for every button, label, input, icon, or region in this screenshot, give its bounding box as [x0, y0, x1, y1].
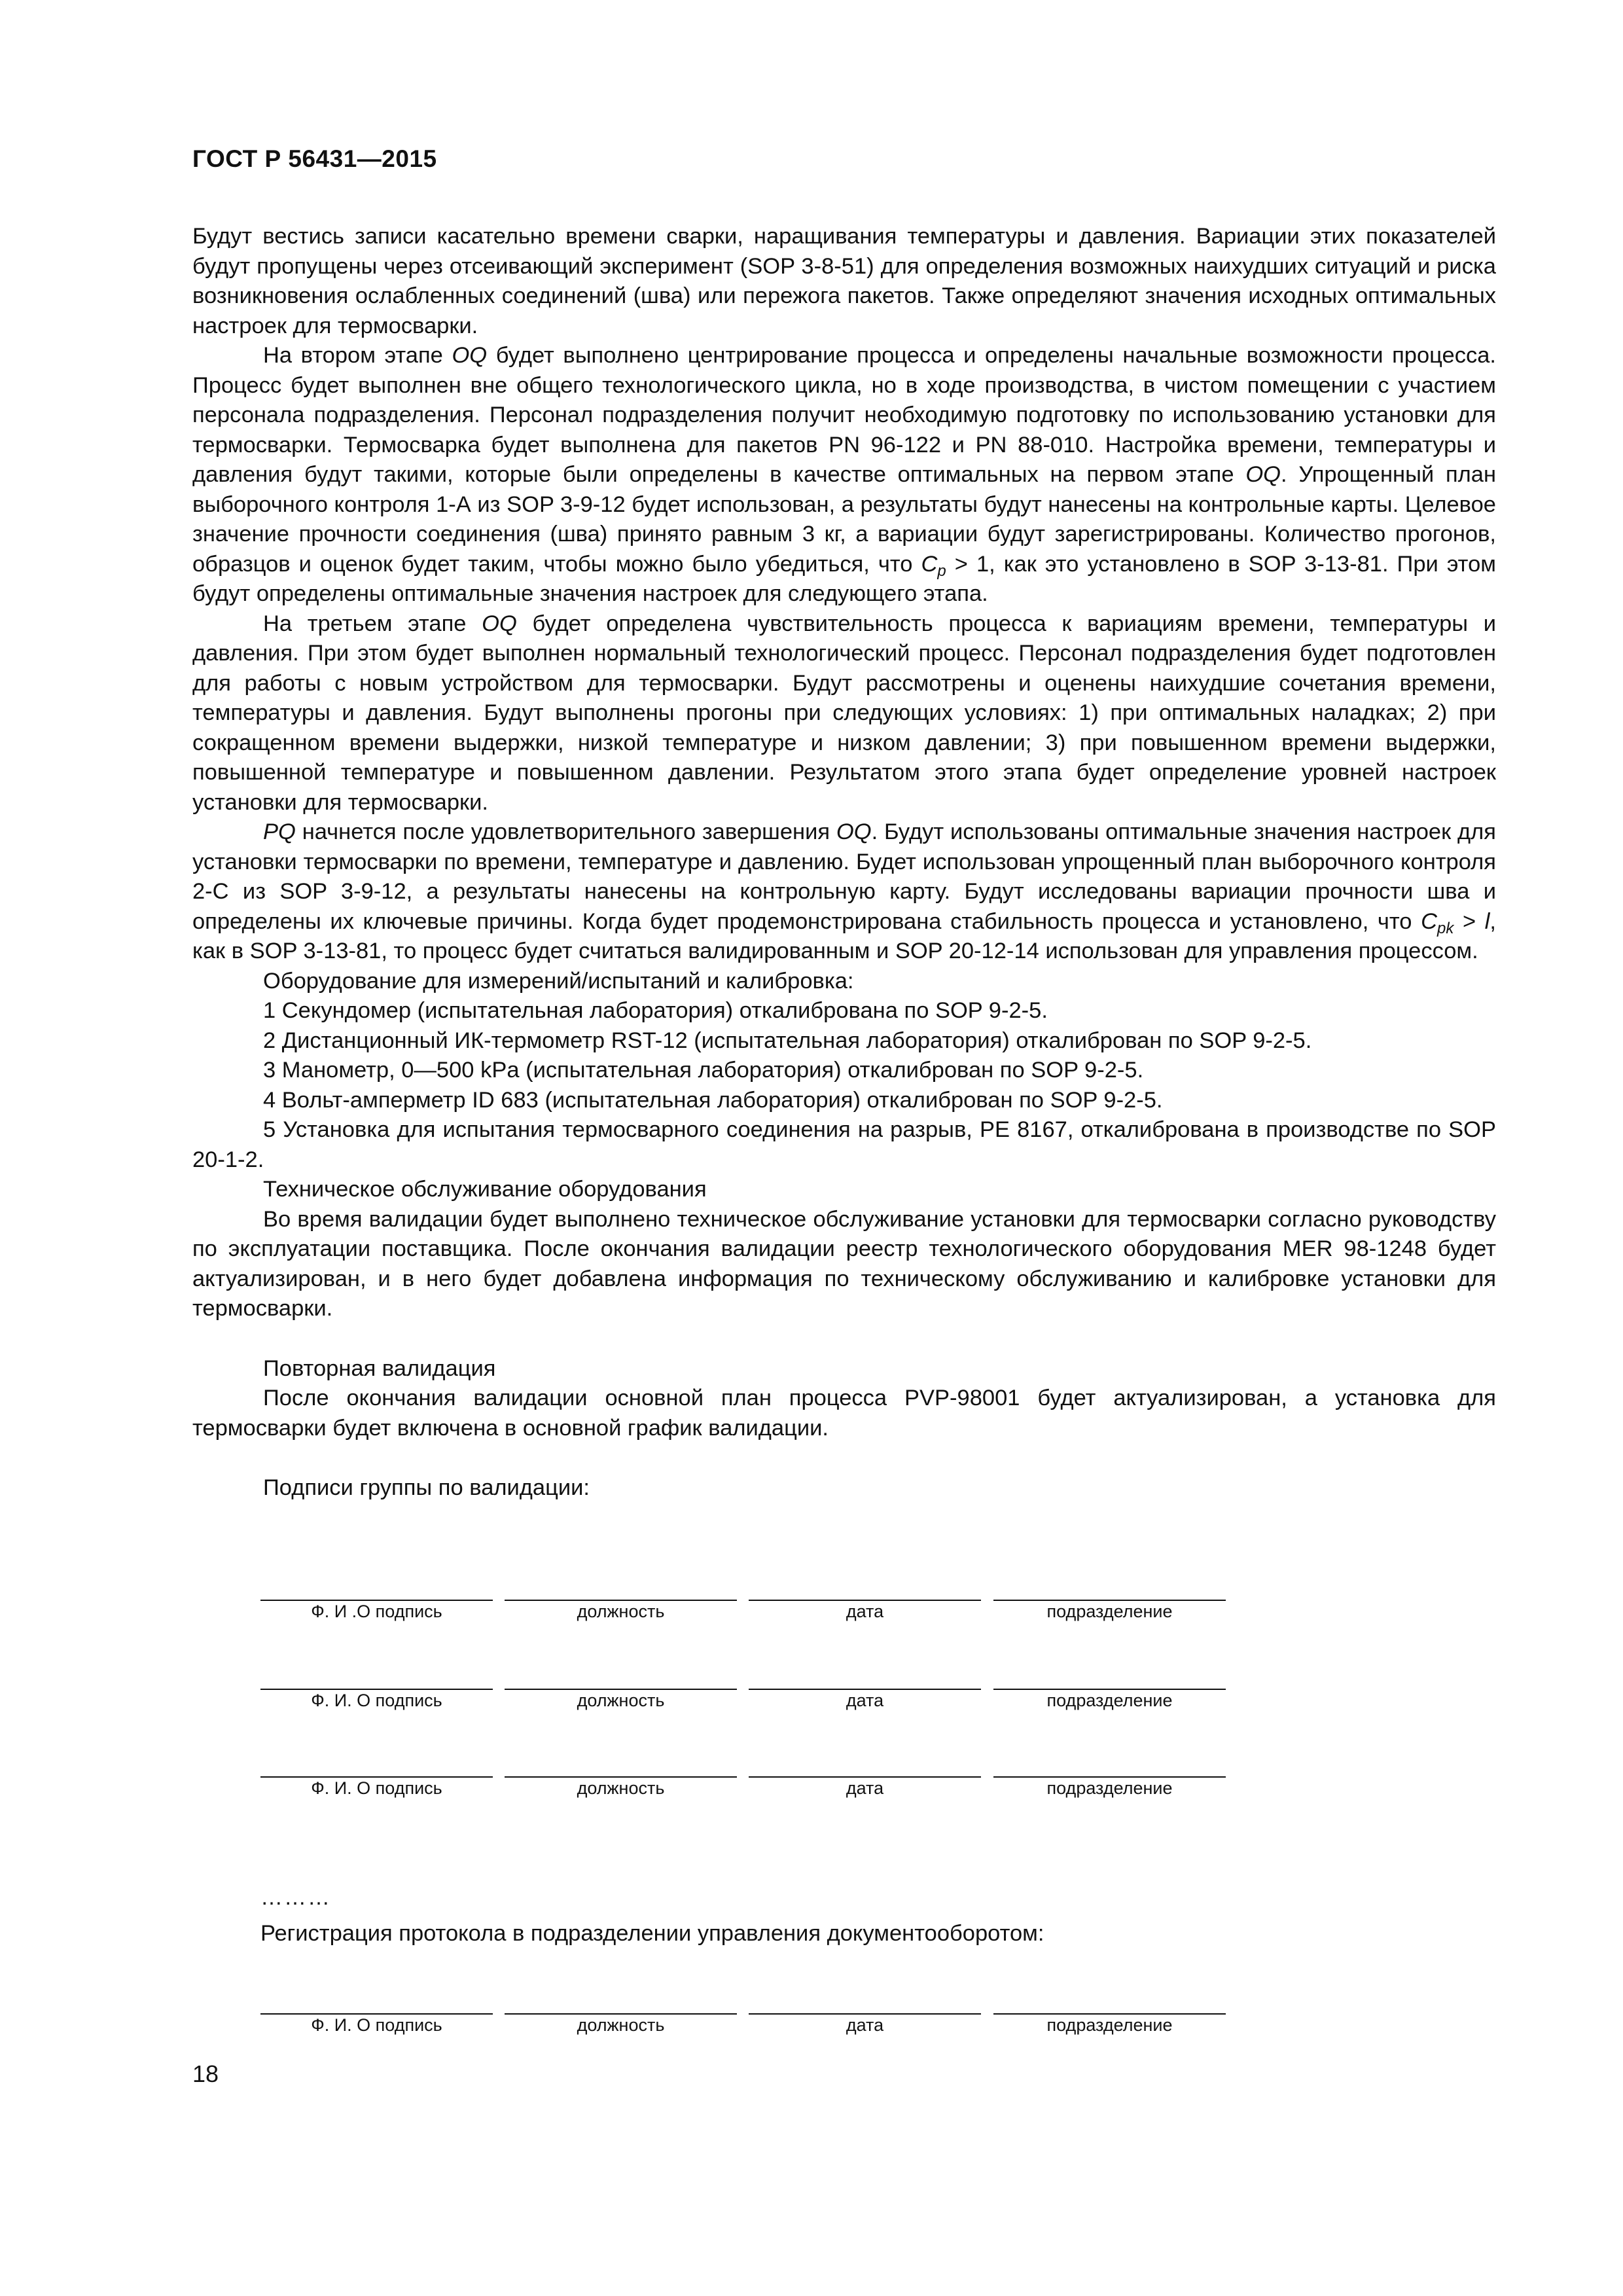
signature-row — [260, 1580, 1229, 1619]
equipment-item: 2 Дистанционный ИК-термометр RST-12 (испытательная лаборатория) откалиброван по SOP 9-2-5. — [263, 1028, 1312, 1053]
maintenance-paragraph: Во время валидации будет выполнено техническое обслуживание установки для термосварки согласно руководству по эксплуатации поставщика. После окончания валидации реестр технологического оборудования MER 98-1248 будет актуализирован, и в него будет добавлена информация по техническому обслуживанию и калибровке установки для термосварки. — [192, 1206, 1496, 1321]
signature-label-position: должность — [577, 2015, 665, 2035]
signature-label-department: подразделение — [1046, 1602, 1173, 1621]
signature-line — [749, 1757, 981, 1778]
document-body — [192, 222, 1496, 1503]
signature-label-date: дата — [846, 1602, 884, 1621]
text-run: . Упрощенный план выборочного контроля 1-А из SOP 3-9-12 будет использован, а результаты будут нанесены на контрольные карты. Целевое значение прочности соединения (шва) принято равным 3 кг, а вариации будут зарегистрированы. Количество прогонов, образцов и оценок будет таким, чтобы можно было убедиться, что — [192, 462, 1496, 577]
revalidation-heading: Повторная валидация — [263, 1355, 496, 1381]
text-run: > 1, как это установлено в SOP 3-13-81. При этом будут определены оптимальные значения настроек для следующего этапа. — [192, 551, 1496, 606]
page-number: 18 — [192, 2060, 219, 2087]
equipment-item: 3 Манометр, 0—500 kPa (испытательная лаборатория) откалиброван по SOP 9-2-5. — [263, 1058, 1144, 1083]
signature-line — [993, 1757, 1226, 1778]
symbol-cp-subscript: p — [937, 562, 946, 580]
registration-signature-row — [260, 1994, 1229, 2033]
signature-label-name: Ф. И .О подпись — [311, 1602, 442, 1621]
symbol-cpk: C — [1421, 908, 1438, 934]
maintenance-heading: Техническое обслуживание оборудования — [263, 1177, 707, 1202]
paragraph-oq-stage-3 — [192, 609, 1496, 818]
symbol-cpk-subscript: pk — [1437, 919, 1454, 937]
text-run: . Будут использованы оптимальные значения настроек для установки термосварки по времени, температуре и давлению. Будет использован упрощенный план выборочного контроля 2-С из SOP 3-9-12, а результаты нанесены на контрольную карту. Будут исследованы вариации прочности шва и определены их ключевые причины. Когда будет продемонстрирована стабильность процесса и установлено, что — [192, 819, 1496, 934]
term-oq: OQ — [452, 343, 488, 368]
equipment-item: 1 Секундомер (испытательная лаборатория) откалибрована по SOP 9-2-5. — [263, 998, 1048, 1023]
signature-line — [993, 1669, 1226, 1690]
paragraph-intro: Будут вестись записи касательно времени сварки, наращивания температуры и давления. Вариации этих показателей будут пропущены через отсеивающий эксперимент (SOP 3-8-51) для определения возможных наихудших ситуаций и риска возникновения ослабленных соединений (шва) или пережога пакетов. Также определяют значения исходных оптимальных настроек для термосварки. — [192, 224, 1496, 338]
text-run: , как в SOP 3-13-81, то процесс будет считаться валидированным и SOP 20-12-14 использован для управления процессом. — [192, 908, 1496, 963]
signature-line — [505, 1994, 737, 2015]
paragraph-pq — [192, 817, 1496, 967]
signature-label-name: Ф. И. О подпись — [311, 1778, 442, 1798]
signature-label-date: дата — [846, 1778, 884, 1798]
signature-line — [505, 1669, 737, 1690]
text-run: На третьем этапе — [263, 611, 482, 636]
signature-line — [260, 1994, 493, 2015]
signature-label-name: Ф. И. О подпись — [311, 1691, 442, 1710]
text-run: будет выполнено центрирование процесса и определены начальные возможности процесса. Процесс будет выполнен вне общего технологического цикла, но в ходе производства, в чистом помещении с участием персонала подразделения. Персонал подразделения получит необходимую подготовку по использованию установки для термосварки. Термосварка будет выполнена для пакетов PN 96-122 и PN 88-010. Настройка времени, температуры и давления будут такими, которые были определены в качестве оптимальных на первом этапе — [192, 343, 1496, 487]
symbol-l: l — [1484, 908, 1490, 934]
equipment-heading: Оборудование для измерений/испытаний и калибровка: — [263, 968, 854, 994]
term-pq: PQ — [263, 819, 296, 844]
revalidation-paragraph: После окончания валидации основной план процесса PVP-98001 будет актуализирован, а установка для термосварки будет включена в основной график валидации. — [192, 1386, 1496, 1441]
signature-line — [260, 1669, 493, 1690]
signature-row — [260, 1669, 1229, 1708]
term-oq: OQ — [836, 819, 872, 844]
paragraph-oq-stage-2 — [192, 341, 1496, 609]
signature-label-department: подразделение — [1046, 1691, 1173, 1710]
signature-line — [749, 1580, 981, 1601]
signature-label-position: должность — [577, 1691, 665, 1710]
text-run: будет определена чувствительность процесса к вариациям времени, температуры и давления. При этом будет выполнен нормальный технологический процесс. Персонал подразделения будет подготовлен для работы с новым устройством для термосварки. Будут рассмотрены и оценены наихудшие сочетания времени, температуры и давления. Будут выполнены прогоны при следующих условиях: 1) при оптимальных наладках; 2) при сокращенном времени выдержки, низкой температуре и низком давлении; 3) при повышенном времени выдержки, повышенной температуре и повышенном давлении. Результатом этого этапа будет определение уровней настроек установки для термосварки. — [192, 611, 1496, 815]
signature-label-name: Ф. И. О подпись — [311, 2015, 442, 2035]
signature-line — [505, 1757, 737, 1778]
signature-label-date: дата — [846, 1691, 884, 1710]
signatures-heading: Подписи группы по валидации: — [263, 1475, 590, 1500]
document-code: ГОСТ Р 56431—2015 — [192, 145, 437, 172]
ellipsis: ……… — [260, 1885, 331, 1910]
signature-row — [260, 1757, 1229, 1796]
term-oq: OQ — [482, 611, 517, 636]
signature-label-department: подразделение — [1046, 2015, 1173, 2035]
signature-line — [993, 1994, 1226, 2015]
signature-line — [749, 1994, 981, 2015]
signature-label-position: должность — [577, 1602, 665, 1621]
signature-line — [505, 1580, 737, 1601]
signature-line — [260, 1757, 493, 1778]
symbol-cp: C — [921, 551, 938, 577]
text-run: > — [1454, 908, 1485, 934]
signature-label-date: дата — [846, 2015, 884, 2035]
signature-label-department: подразделение — [1046, 1778, 1173, 1798]
signature-line — [993, 1580, 1226, 1601]
equipment-item: 4 Вольт-амперметр ID 683 (испытательная лаборатория) откалиброван по SOP 9-2-5. — [263, 1087, 1163, 1113]
signature-line — [260, 1580, 493, 1601]
signature-line — [749, 1669, 981, 1690]
equipment-item: 5 Установка для испытания термосварного соединения на разрыв, РЕ 8167, откалиброванa в производстве по SOP 20-1-2. — [192, 1117, 1496, 1172]
registration-text: Регистрация протокола в подразделении управления документооборотом: — [260, 1921, 1044, 1946]
term-oq: OQ — [1245, 462, 1281, 487]
signature-label-position: должность — [577, 1778, 665, 1798]
text-run: На втором этапе — [263, 343, 452, 368]
text-run: начнется после удовлетворительного завершения — [295, 819, 836, 844]
